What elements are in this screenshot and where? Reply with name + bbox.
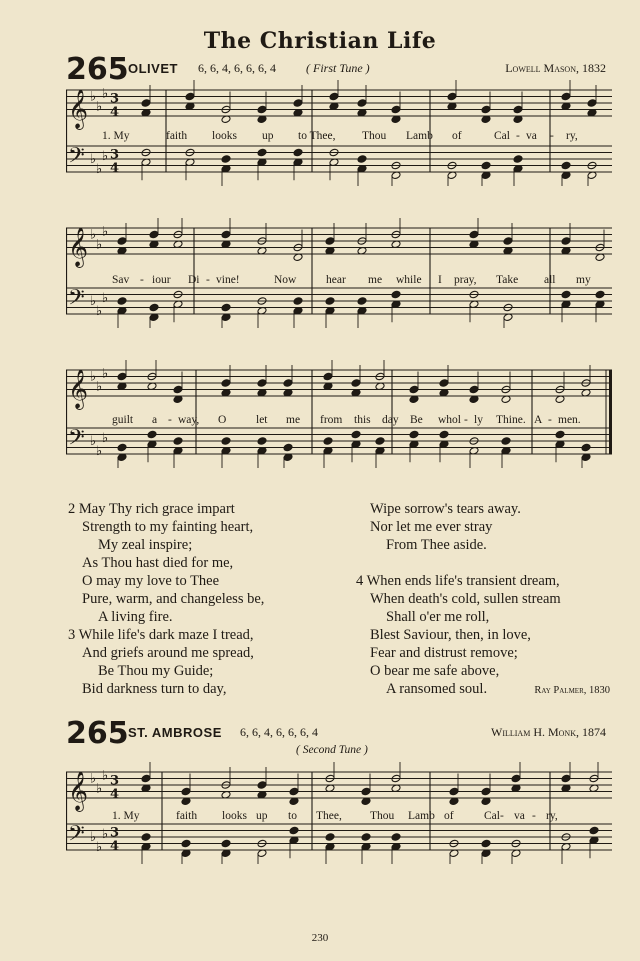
lyric-syllable: Thine. bbox=[496, 414, 526, 426]
lyric-syllable: Lamb bbox=[406, 130, 433, 142]
lyric-syllable: all bbox=[544, 274, 556, 286]
svg-text:♭: ♭ bbox=[90, 369, 97, 385]
verse-line: And griefs around me spread, bbox=[82, 645, 254, 661]
svg-text:♭: ♭ bbox=[102, 86, 109, 102]
svg-text:♭: ♭ bbox=[96, 303, 103, 319]
hymn2-composer: William H. Monk, 1874 bbox=[491, 725, 606, 739]
verse-line: O bear me safe above, bbox=[370, 663, 500, 679]
verses-column-1 bbox=[68, 500, 264, 698]
lyric-syllable: Cal bbox=[494, 130, 510, 142]
verse-line bbox=[356, 554, 561, 572]
lyric-syllable: Take bbox=[496, 274, 519, 286]
lyric-syllable: looks bbox=[212, 130, 237, 142]
svg-text:𝄢: 𝄢 bbox=[68, 285, 85, 316]
verse-line: Fear and distrust remove; bbox=[370, 645, 518, 661]
verse-line: As Thou hast died for me, bbox=[82, 555, 234, 571]
lyric-syllable: 1. My bbox=[102, 130, 130, 142]
lyric-syllable: - bbox=[464, 414, 468, 426]
verse-line: Bid darkness turn to day, bbox=[82, 681, 227, 697]
lyric-syllable: ry, bbox=[566, 130, 578, 142]
svg-text:4: 4 bbox=[110, 839, 120, 854]
lyric-syllable: vine! bbox=[216, 274, 240, 286]
lyric-syllable: ly bbox=[474, 414, 483, 426]
verse-line: Wipe sorrow's tears away. bbox=[370, 501, 521, 517]
lyric-syllable: hear bbox=[326, 274, 346, 286]
lyric-syllable: up bbox=[262, 130, 274, 142]
lyric-syllable: up bbox=[256, 810, 268, 822]
lyric-syllable: - bbox=[500, 810, 504, 822]
lyric-syllable: A bbox=[534, 414, 543, 426]
lyric-syllable: day bbox=[382, 414, 399, 426]
lyric-syllable: men. bbox=[558, 414, 581, 426]
lyric-syllable: to bbox=[288, 810, 297, 822]
svg-text:𝄢: 𝄢 bbox=[68, 425, 85, 456]
verse-line: A ransomed soul. bbox=[386, 681, 488, 697]
hymn1-tune-note: ( First Tune ) bbox=[306, 61, 370, 75]
lyric-syllable: looks bbox=[222, 810, 247, 822]
svg-text:4: 4 bbox=[110, 161, 120, 176]
page-number: 230 bbox=[311, 932, 329, 944]
svg-text:♭: ♭ bbox=[102, 826, 109, 842]
lyric-syllable: Di bbox=[188, 274, 200, 286]
svg-text:♭: ♭ bbox=[90, 771, 97, 787]
lyric-syllable: to Thee, bbox=[298, 130, 336, 142]
lyric-syllable: va bbox=[526, 130, 537, 142]
lyric-syllable: - bbox=[140, 274, 144, 286]
hymn1-meter: 6, 6, 4, 6, 6, 6, 4 bbox=[198, 61, 276, 75]
hymn2-meter: 6, 6, 4, 6, 6, 6, 4 bbox=[240, 725, 318, 739]
svg-text:♭: ♭ bbox=[102, 768, 109, 784]
verse-line: O may my love to Thee bbox=[82, 573, 220, 589]
music-notation bbox=[66, 218, 612, 328]
lyric-syllable: va bbox=[514, 810, 525, 822]
svg-text:𝄞: 𝄞 bbox=[68, 369, 89, 409]
lyric-syllable: - bbox=[206, 274, 210, 286]
page-title: The Christian Life bbox=[203, 28, 437, 54]
lyric-syllable: this bbox=[354, 414, 371, 426]
svg-text:♭: ♭ bbox=[96, 99, 103, 115]
svg-text:♭: ♭ bbox=[96, 839, 103, 855]
svg-text:𝄞: 𝄞 bbox=[68, 227, 89, 267]
lyrics-line-1 bbox=[66, 130, 612, 146]
lyrics-line-4 bbox=[66, 810, 612, 826]
verse-line: Nor let me ever stray bbox=[370, 519, 493, 535]
lyric-syllable: I bbox=[438, 274, 442, 286]
svg-text:♭: ♭ bbox=[90, 434, 97, 449]
hymn-author: Ray Palmer, 1830 bbox=[534, 685, 610, 696]
lyric-syllable: of bbox=[452, 130, 462, 142]
lyrics-line-2 bbox=[66, 274, 612, 290]
lyric-syllable: guilt bbox=[112, 414, 134, 426]
hymn2-number: 265 bbox=[66, 716, 129, 751]
svg-text:3: 3 bbox=[110, 91, 120, 107]
lyric-syllable: Thou bbox=[362, 130, 387, 142]
lyric-syllable: - bbox=[550, 130, 554, 142]
lyric-syllable: faith bbox=[176, 810, 198, 822]
lyric-syllable: - bbox=[548, 414, 552, 426]
lyric-syllable: - bbox=[516, 130, 520, 142]
hymn2-tune-name: ST. AMBROSE bbox=[128, 725, 222, 740]
verse-line: My zeal inspire; bbox=[98, 537, 193, 553]
verse-line: Be Thou my Guide; bbox=[98, 663, 214, 679]
svg-text:♭: ♭ bbox=[90, 294, 97, 309]
svg-text:♭: ♭ bbox=[96, 161, 103, 177]
lyric-syllable: Be bbox=[410, 414, 423, 426]
verse-line: Pure, warm, and changeless be, bbox=[82, 591, 265, 607]
lyric-syllable: iour bbox=[152, 274, 171, 286]
hymn1-number: 265 bbox=[66, 52, 129, 87]
hymn1-tune-name: OLIVET bbox=[128, 61, 178, 76]
verse-line: Shall o'er me roll, bbox=[386, 609, 490, 625]
svg-text:♭: ♭ bbox=[96, 781, 103, 797]
hymn1-composer: Lowell Mason, 1832 bbox=[505, 61, 606, 75]
svg-text:♭: ♭ bbox=[96, 237, 103, 253]
lyric-syllable: me bbox=[286, 414, 301, 426]
lyric-syllable: whol bbox=[438, 414, 461, 426]
svg-text:3: 3 bbox=[110, 773, 120, 789]
verse-line: A living fire. bbox=[98, 609, 173, 625]
svg-text:𝄞: 𝄞 bbox=[68, 771, 89, 811]
svg-text:𝄢: 𝄢 bbox=[68, 821, 85, 852]
svg-text:♭: ♭ bbox=[96, 443, 103, 459]
lyric-syllable: let bbox=[256, 414, 268, 426]
verse-line: Strength to my fainting heart, bbox=[82, 519, 254, 535]
svg-text:♭: ♭ bbox=[102, 148, 109, 164]
svg-text:♭: ♭ bbox=[96, 379, 103, 395]
lyric-syllable: Thee, bbox=[316, 810, 342, 822]
lyric-syllable: from bbox=[320, 414, 343, 426]
lyric-syllable: pray, bbox=[454, 274, 477, 286]
lyric-syllable: Sav bbox=[112, 274, 130, 286]
lyric-syllable: Cal bbox=[484, 810, 500, 822]
lyric-syllable: - bbox=[168, 414, 172, 426]
lyric-syllable: a bbox=[152, 414, 158, 426]
verse-line: 3 While life's dark maze I tread, bbox=[68, 627, 254, 643]
lyric-syllable: Thou bbox=[370, 810, 395, 822]
lyrics-line-3 bbox=[66, 414, 612, 430]
verse-line: When death's cold, sullen stream bbox=[370, 591, 561, 607]
svg-text:𝄞: 𝄞 bbox=[68, 89, 89, 129]
svg-text:4: 4 bbox=[110, 105, 120, 120]
verse-line: 4 When ends life's transient dream, bbox=[356, 573, 560, 589]
svg-text:3: 3 bbox=[110, 825, 120, 841]
lyric-syllable: way, bbox=[178, 414, 200, 426]
lyric-syllable: faith bbox=[166, 130, 188, 142]
svg-text:♭: ♭ bbox=[102, 290, 109, 306]
lyric-syllable: - bbox=[532, 810, 536, 822]
verse-line: 2 May Thy rich grace impart bbox=[68, 501, 235, 517]
svg-text:3: 3 bbox=[110, 147, 120, 163]
lyric-syllable: while bbox=[396, 274, 422, 286]
lyric-syllable: 1. My bbox=[112, 810, 140, 822]
lyric-syllable: my bbox=[576, 274, 591, 286]
verse-line: From Thee aside. bbox=[386, 537, 487, 553]
lyric-syllable: Lamb bbox=[408, 810, 435, 822]
svg-text:𝄢: 𝄢 bbox=[68, 143, 85, 174]
svg-text:♭: ♭ bbox=[90, 227, 97, 243]
lyric-syllable: ry, bbox=[546, 810, 558, 822]
hymn2-tune-note: ( Second Tune ) bbox=[296, 744, 368, 756]
svg-text:4: 4 bbox=[110, 787, 120, 802]
verses-column-2 bbox=[356, 500, 561, 698]
svg-text:♭: ♭ bbox=[102, 224, 109, 240]
lyric-syllable: of bbox=[444, 810, 454, 822]
svg-text:♭: ♭ bbox=[102, 430, 109, 446]
svg-text:♭: ♭ bbox=[90, 89, 97, 105]
lyric-syllable: Now bbox=[274, 274, 297, 286]
svg-text:♭: ♭ bbox=[90, 830, 97, 845]
lyric-syllable: O bbox=[218, 414, 227, 426]
verse-line: Blest Saviour, then, in love, bbox=[370, 627, 531, 643]
svg-text:♭: ♭ bbox=[102, 366, 109, 382]
lyric-syllable: me bbox=[368, 274, 383, 286]
music-system-2 bbox=[66, 218, 612, 328]
svg-text:♭: ♭ bbox=[90, 152, 97, 167]
